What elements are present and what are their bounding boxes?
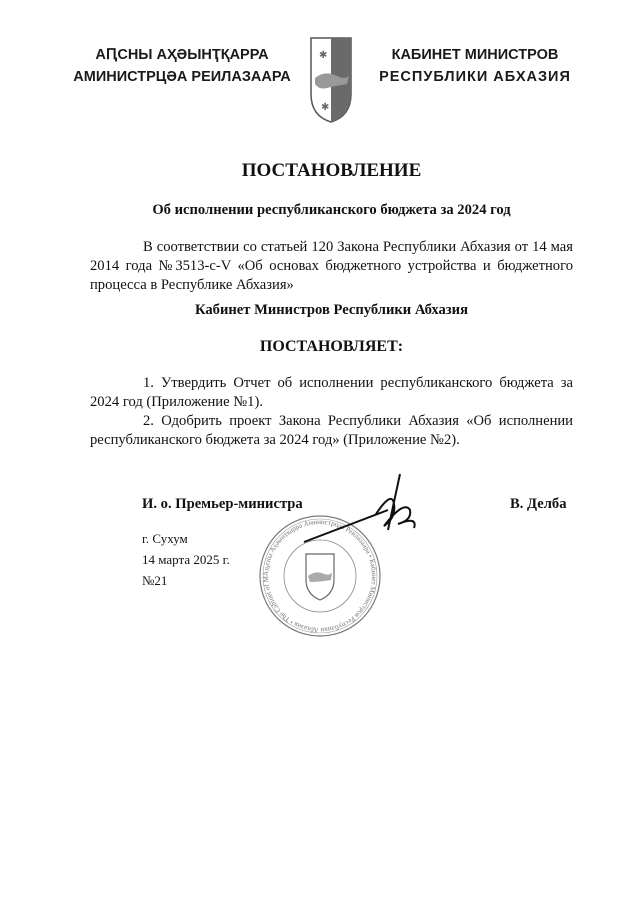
document-subtitle: Об исполнении республиканского бюджета за 2024 год	[152, 202, 511, 218]
city: г. Сухум	[142, 531, 188, 546]
preamble: В соответствии со статьей 120 Закона Республики Абхазия от 14 мая 2014 года №3513-с-V «Об основах бюджетного устройства и бюджетного процесса в Республике Абхазия»	[90, 239, 573, 293]
seal-text: Аҧсны Аҳәынҭқарра Аминистрцәа Реилазаара • Кабинет Министров Республики Абхазия • The Cabinet of M	[261, 517, 379, 635]
resolution-item-1: 1. Утвердить Отчет об исполнении республиканского бюджета за 2024 год (Приложение №1).	[90, 375, 573, 410]
date: 14 марта 2025 г.	[142, 552, 230, 567]
resolution-items	[90, 374, 573, 450]
header-left-line1: АԤСНЫ АҲӘЫНҬҚАРРА	[95, 47, 269, 63]
coat-of-arms-emblem	[309, 36, 353, 129]
document-number: №21	[142, 573, 168, 588]
svg-text:✱: ✱	[319, 50, 328, 61]
header-left-line2: АМИНИСТРЦӘА РЕИЛАЗААРА	[73, 69, 291, 85]
svg-text:✱: ✱	[321, 102, 330, 113]
resolution-item-2: 2. Одобрить проект Закона Республики Абхазия «Об исполнении республиканского бюджета за 2024 год» (Приложение №2).	[90, 413, 573, 448]
header-left	[62, 44, 302, 88]
header-right	[370, 44, 580, 88]
header-right-line2: РЕСПУБЛИКИ АБХАЗИЯ	[379, 69, 571, 85]
resolves-heading: ПОСТАНОВЛЯЕТ:	[259, 338, 404, 355]
issuer: Кабинет Министров Республики Абхазия	[195, 302, 468, 318]
signatory-title: И. о. Премьер-министра	[142, 496, 303, 512]
document-title: ПОСТАНОВЛЕНИЕ	[241, 160, 422, 181]
header-right-line1: КАБИНЕТ МИНИСТРОВ	[391, 47, 559, 63]
signatory-name: В. Делба	[510, 496, 567, 512]
handwritten-signature	[300, 470, 440, 565]
